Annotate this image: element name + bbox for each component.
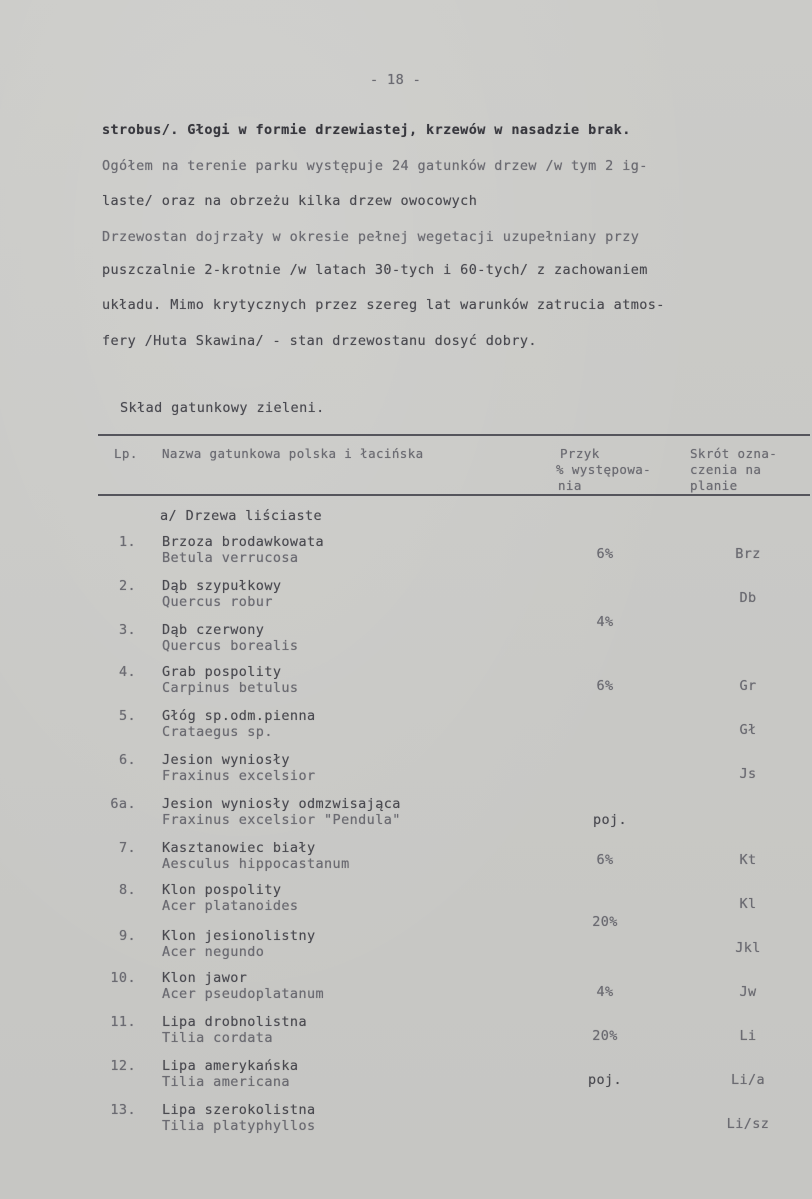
row-polish-name: Klon jesionolistny bbox=[162, 928, 316, 944]
row-latin-name: Crataegus sp. bbox=[162, 724, 273, 740]
row-abbr: Gł bbox=[739, 722, 757, 738]
row-abbr: Jw bbox=[739, 984, 757, 1000]
row-percent: poj. bbox=[587, 1072, 623, 1088]
row-abbr: Gr bbox=[739, 678, 757, 694]
row-number: 6. bbox=[118, 752, 136, 768]
table-header-rule bbox=[98, 494, 810, 496]
header-name: Nazwa gatunkowa polska i łacińska bbox=[162, 446, 424, 461]
row-percent: 20% bbox=[592, 914, 618, 930]
header-abbr-line-2: czenia na bbox=[690, 462, 762, 477]
row-latin-name: Tilia cordata bbox=[162, 1030, 273, 1046]
section-title: Skład gatunkowy zieleni. bbox=[120, 400, 325, 416]
row-latin-name: Quercus borealis bbox=[162, 638, 299, 654]
paragraph-line-1: strobus/. Głogi w formie drzewiastej, krzewów w nasadzie brak. bbox=[102, 122, 631, 138]
row-percent: 6% bbox=[596, 852, 614, 868]
row-number: 11. bbox=[110, 1014, 136, 1030]
paragraph-line-3: laste/ oraz na obrzeżu kilka drzew owocowych bbox=[102, 193, 478, 209]
header-percent-line-3: nia bbox=[558, 478, 582, 493]
row-number: 3. bbox=[118, 622, 136, 638]
row-polish-name: Głóg sp.odm.pienna bbox=[162, 708, 316, 724]
row-polish-name: Klon pospolity bbox=[162, 882, 282, 898]
row-polish-name: Brzoza brodawkowata bbox=[162, 534, 325, 550]
table-group-heading: a/ Drzewa liściaste bbox=[160, 508, 323, 524]
row-number: 2. bbox=[118, 578, 136, 594]
row-percent: 20% bbox=[592, 1028, 618, 1044]
row-abbr: Db bbox=[739, 590, 757, 606]
row-percent: 4% bbox=[596, 984, 614, 1000]
row-percent: 6% bbox=[596, 678, 614, 694]
row-number: 12. bbox=[110, 1058, 136, 1074]
paragraph-line-4: Drzewostan dojrzały w okresie pełnej wegetacji uzupełniany przy bbox=[102, 229, 640, 245]
row-number: 7. bbox=[118, 840, 136, 856]
row-percent: 6% bbox=[596, 546, 614, 562]
page-number: - 18 - bbox=[370, 72, 422, 88]
row-number: 4. bbox=[118, 664, 136, 680]
row-polish-name: Jesion wyniosły odmzwisająca bbox=[162, 796, 401, 812]
table-top-rule bbox=[98, 434, 810, 436]
paragraph-line-7: fery /Huta Skawina/ - stan drzewostanu dosyć dobry. bbox=[102, 333, 537, 349]
header-percent-line-1: Przyk bbox=[560, 446, 600, 461]
row-polish-name: Dąb czerwony bbox=[162, 622, 265, 638]
row-latin-name: Carpinus betulus bbox=[162, 680, 299, 696]
header-percent-line-2: % występowa- bbox=[556, 462, 652, 477]
row-number: 10. bbox=[110, 970, 136, 986]
header-lp: Lp. bbox=[114, 446, 138, 461]
row-number: 5. bbox=[118, 708, 136, 724]
row-abbr: Li bbox=[739, 1028, 757, 1044]
row-number: 1. bbox=[118, 534, 136, 550]
row-polish-name: Lipa szerokolistna bbox=[162, 1102, 316, 1118]
row-abbr: Brz bbox=[735, 546, 761, 562]
row-abbr: Li/sz bbox=[726, 1116, 770, 1132]
paragraph-line-2: Ogółem na terenie parku występuje 24 gatunków drzew /w tym 2 ig- bbox=[102, 158, 648, 174]
row-number: 6a. bbox=[110, 796, 136, 812]
row-percent: 4% bbox=[596, 614, 614, 630]
header-abbr-line-3: planie bbox=[690, 478, 738, 493]
paragraph-line-5: puszczalnie 2-krotnie /w latach 30-tych i 60-tych/ z zachowaniem bbox=[102, 262, 648, 278]
row-latin-name: Fraxinus excelsior "Pendula" bbox=[162, 812, 401, 828]
row-latin-name: Aesculus hippocastanum bbox=[162, 856, 350, 872]
row-abbr: Js bbox=[739, 766, 757, 782]
row-number: 8. bbox=[118, 882, 136, 898]
row-latin-name: Acer platanoides bbox=[162, 898, 299, 914]
row-abbr: Li/a bbox=[730, 1072, 766, 1088]
row-number: 13. bbox=[110, 1102, 136, 1118]
row-latin-name: Fraxinus excelsior bbox=[162, 768, 316, 784]
row-abbr: Kt bbox=[739, 852, 757, 868]
row-latin-name: Betula verrucosa bbox=[162, 550, 299, 566]
paragraph-line-6: układu. Mimo krytycznych przez szereg lat warunków zatrucia atmos- bbox=[102, 297, 665, 313]
row-polish-name: Lipa drobnolistna bbox=[162, 1014, 307, 1030]
row-latin-name: Acer pseudoplatanum bbox=[162, 986, 325, 1002]
header-abbr-line-1: Skrót ozna- bbox=[690, 446, 778, 461]
row-latin-name: Acer negundo bbox=[162, 944, 265, 960]
row-percent: poj. bbox=[592, 812, 628, 828]
row-polish-name: Kasztanowiec biały bbox=[162, 840, 316, 856]
row-number: 9. bbox=[118, 928, 136, 944]
row-abbr: Jkl bbox=[735, 940, 761, 956]
row-polish-name: Jesion wyniosły bbox=[162, 752, 290, 768]
row-polish-name: Grab pospolity bbox=[162, 664, 282, 680]
row-polish-name: Klon jawor bbox=[162, 970, 248, 986]
row-polish-name: Dąb szypułkowy bbox=[162, 578, 282, 594]
row-latin-name: Tilia americana bbox=[162, 1074, 290, 1090]
row-latin-name: Tilia platyphyllos bbox=[162, 1118, 316, 1134]
row-polish-name: Lipa amerykańska bbox=[162, 1058, 299, 1074]
row-abbr: Kl bbox=[739, 896, 757, 912]
row-latin-name: Quercus robur bbox=[162, 594, 273, 610]
